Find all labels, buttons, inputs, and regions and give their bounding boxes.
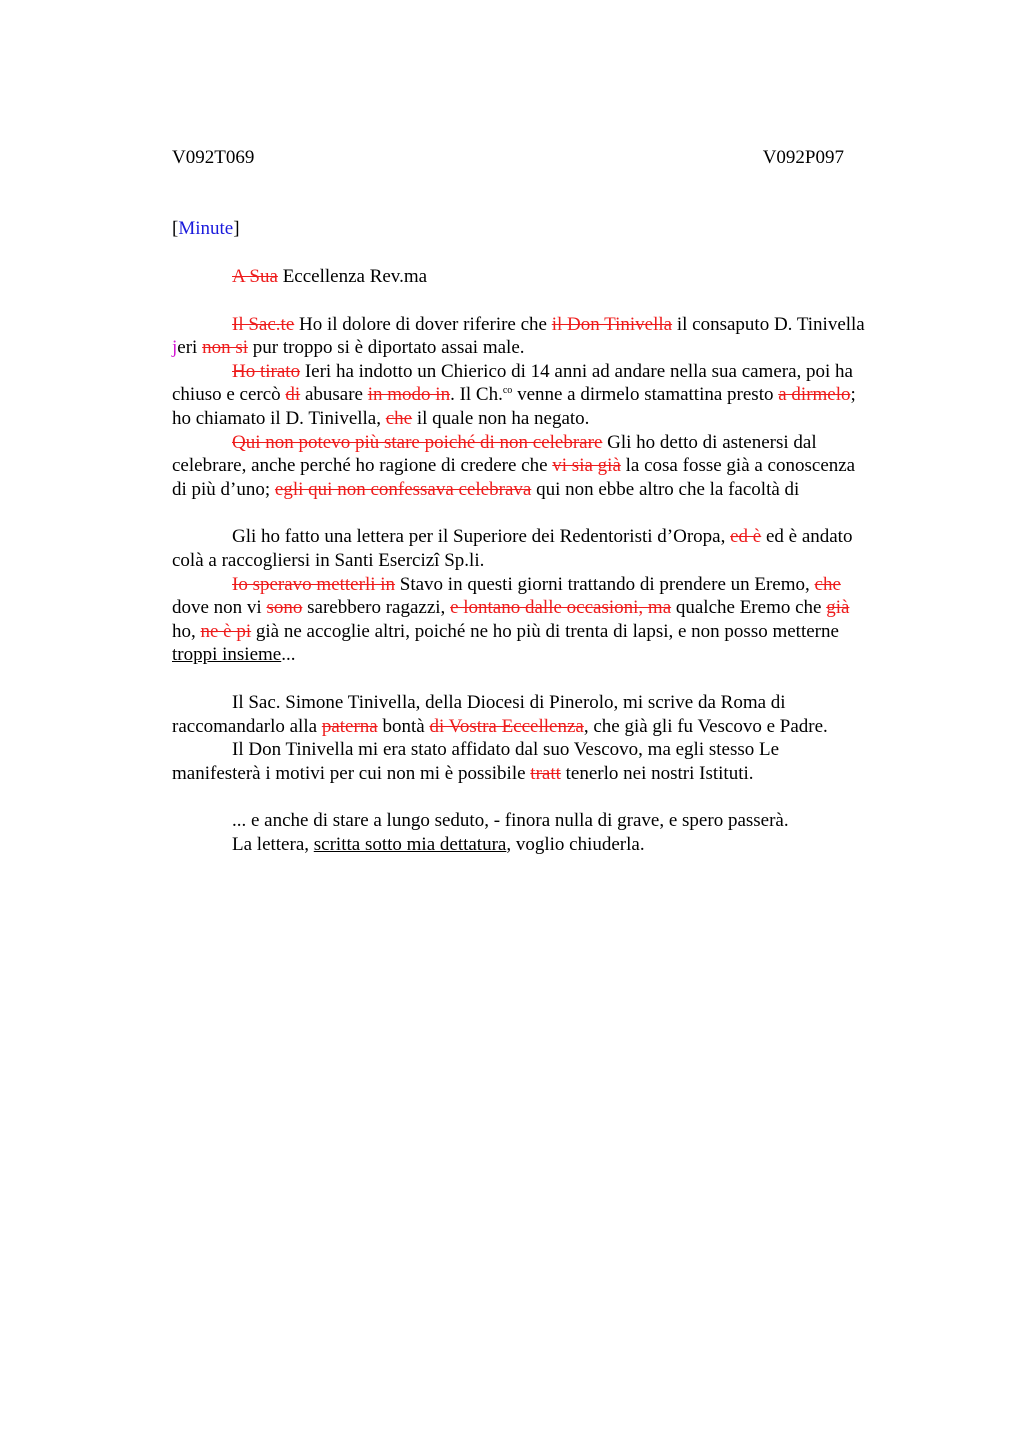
text-run: colà a raccogliersi in Santi Esercizî (172, 549, 440, 571)
document-code-left: V092T069 (172, 147, 255, 168)
text-run: , che già gli fu Vescovo e Padre. (583, 715, 828, 737)
text-run: , voglio chiuderla. (506, 833, 645, 855)
paragraph-8-line-1 (172, 809, 932, 833)
text-run: dove non vi (172, 597, 267, 619)
paragraph-7-line-2 (172, 762, 932, 786)
deleted-text: Il Sac.te (232, 313, 295, 335)
deleted-text: paterna (321, 715, 378, 737)
text-run: di più d’uno; (172, 478, 275, 500)
paragraph-9-line-1 (172, 833, 932, 857)
deleted-text: A Sua (232, 266, 278, 287)
paragraph-5-line-2 (172, 596, 932, 620)
paragraph-gap (172, 289, 932, 313)
salutation (172, 265, 932, 289)
deleted-text: ed è (730, 526, 762, 548)
minute-close-bracket: ] (233, 218, 240, 239)
text-run: Gli ho detto di astenersi dal (602, 431, 817, 453)
deleted-text: egli qui non confessava celebrava (274, 478, 532, 500)
text-run: il quale non ha negato. (412, 407, 590, 429)
text-run: Il Sac. Simone Tinivella, della Diocesi di Pinerolo, mi scrive da Roma di (232, 691, 786, 713)
paragraph-1-line-2 (172, 336, 932, 360)
text-run: Il Don Tinivella mi era stato affidato dal suo Vescovo, ma egli stesso Le (232, 739, 780, 761)
deleted-text: e lontano dalle occasioni, ma (450, 597, 672, 619)
text-run: chiuso e cercò (172, 384, 286, 406)
text-run: Ieri ha indotto un Chierico di 14 anni ad andare nella sua camera, poi ha (300, 360, 853, 382)
deleted-text: che (385, 407, 413, 429)
text-run: ; (850, 384, 856, 406)
deleted-text: ne è pi (200, 620, 252, 642)
underlined-text: scritta sotto mia dettatura (313, 833, 507, 855)
text-run: ed è andato (761, 526, 853, 548)
paragraph-gap (172, 501, 932, 525)
deleted-text: vi sia già (552, 455, 621, 477)
paragraph-1-line-1 (172, 313, 932, 337)
deleted-text: di Vostra Eccellenza (429, 715, 584, 737)
paragraph-2-line-2 (172, 383, 932, 407)
text-run: celebrare, anche perché ho ragione di credere che (172, 455, 553, 477)
paragraph-6-line-2 (172, 715, 932, 739)
paragraph-3-line-3 (172, 478, 932, 502)
deleted-text: Ho tirato (232, 360, 301, 382)
text-run: ... e anche di stare a lungo seduto, - finora nulla di grave, e spero passerà. (232, 810, 789, 832)
deleted-text: tratt (530, 762, 561, 784)
superscript-abbrev: co (502, 385, 513, 397)
text-run: Ho il dolore di dover riferire che (294, 313, 552, 335)
text-run: venne a dirmelo stamattina presto (512, 384, 779, 406)
paragraph-2-line-1 (172, 360, 932, 384)
text-run: il consaputo D. Tinivella (672, 313, 865, 335)
paragraph-5-line-4 (172, 643, 932, 667)
document-code-right: V092P097 (762, 147, 844, 168)
deleted-text: che (814, 573, 841, 595)
paragraph-gap (172, 667, 932, 691)
paragraph-6-line-1 (172, 691, 932, 715)
text-run: bontà (377, 715, 430, 737)
minute-open-bracket: [ (172, 218, 179, 239)
text-run: sarebbero ragazzi, (302, 597, 451, 619)
paragraph-5-line-3 (172, 620, 932, 644)
text-run: manifesterà i motivi per cui non mi è possibile (172, 762, 531, 784)
text-run: qui non ebbe altro che la facoltà di (531, 478, 800, 500)
letter-body (172, 265, 932, 856)
text-run: ho chiamato il D. Tinivella, (172, 407, 386, 429)
text-run: La lettera, (232, 833, 314, 855)
text-run: qualche Eremo che (671, 597, 827, 619)
text-run: la cosa fosse già a conoscenza (620, 455, 856, 477)
inserted-text: j (172, 337, 178, 359)
text-run: eri (177, 337, 203, 359)
text-run: raccomandarlo alla (172, 715, 322, 737)
deleted-text: in modo in (367, 384, 451, 406)
deleted-text: Qui non potevo più stare poiché di non celebrare (232, 431, 603, 453)
paragraph-7-line-1 (172, 738, 932, 762)
paragraph-4-line-2 (172, 549, 932, 573)
text-run: tenerlo nei nostri Istituti. (560, 762, 754, 784)
minute-tag (172, 217, 240, 241)
deleted-text: a dirmelo (778, 384, 851, 406)
deleted-text: già (826, 597, 850, 619)
text-run: ... (281, 644, 296, 666)
paragraph-5-line-1 (172, 573, 932, 597)
paragraph-3-line-1 (172, 431, 932, 455)
paragraph-3-line-2 (172, 454, 932, 478)
deleted-text: Io speravo metterli in (232, 573, 396, 595)
text-run: Sp.li. (439, 549, 485, 571)
deleted-text: di (285, 384, 301, 406)
text-run: Stavo in questi giorni trattando di prendere un Eremo, (395, 573, 815, 595)
text-run: pur troppo si è diportato assai male. (248, 337, 525, 359)
text-run: ho, (172, 620, 201, 642)
paragraph-gap (172, 785, 932, 809)
deleted-text: il Don Tinivella (551, 313, 673, 335)
deleted-text: non si (202, 337, 249, 359)
text-run: già ne accoglie altri, poiché ne ho più di trenta di lapsi, e non posso metterne (251, 620, 839, 642)
paragraph-4-line-1 (172, 525, 932, 549)
paragraph-2-line-3 (172, 407, 932, 431)
text-run: abusare (300, 384, 368, 406)
underlined-text: troppi insieme (172, 644, 282, 666)
salutation-text: Eccellenza Rev.ma (277, 266, 428, 287)
deleted-text: sono (266, 597, 303, 619)
minute-label: Minute (178, 218, 234, 239)
text-run: . Il Ch. (450, 384, 503, 406)
text-run: Gli ho fatto una lettera per il Superiore dei Redentoristi d’Oropa, (232, 526, 731, 548)
